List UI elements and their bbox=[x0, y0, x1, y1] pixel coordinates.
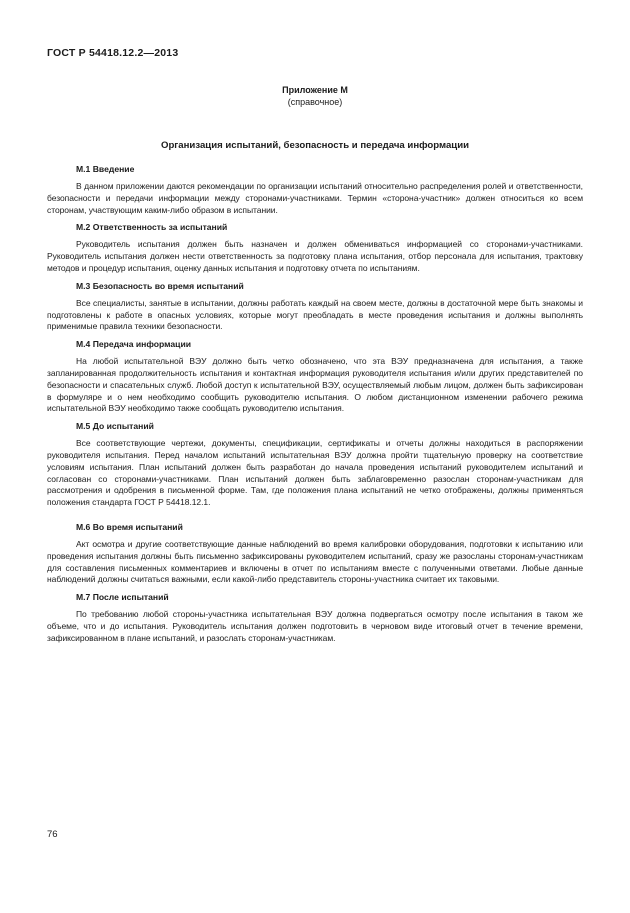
section-heading: М.5 До испытаний bbox=[76, 421, 154, 432]
section-paragraph: Руководитель испытания должен быть назначен и должен обмениваться информацией со сторонами-участниками. Руководитель испытания должен нести ответственность за подготовку плана испытания, отбор персонала для испытания, трактовку методов и процедур испытания, оценку данных испытания и подготовку отчета по испытаниям. bbox=[47, 239, 583, 273]
page-number: 76 bbox=[47, 829, 58, 840]
section-m4 bbox=[47, 339, 583, 415]
section-paragraph: В данном приложении даются рекомендации по организации испытаний относительно распределения ролей и ответственности, безопасности и передачи информации между сторонами-участниками. Термин «сторона-участник» должен относиться ко всем сторонам, участвующим каким-либо образом в испытании. bbox=[47, 181, 583, 215]
section-heading: М.6 Во время испытаний bbox=[76, 521, 183, 532]
section-m3 bbox=[47, 281, 583, 333]
section-paragraph: Все соответствующие чертежи, документы, спецификации, сертификаты и отчеты должны находиться в распоряжении руководителя испытания. Перед началом испытаний испытательная ВЭУ должна пройти тщательную проверку на соответствие условиям испытания. План испытаний должен быть разработан до начала проведения испытаний руководителем испытаний и согласован со сторонами-участниками. План испытаний должен быть заблаговременно разослан сторонам-участникам для рассмотрения и одобрения в письменной форме. Там, где положения плана испытаний не четко отображены, должны применяться положения стандарта ГОСТ Р 54418.12.1. bbox=[47, 438, 583, 508]
section-paragraph: Все специалисты, занятые в испытании, должны работать каждый на своем месте, должны в достаточной мере быть знакомы и подготовлены к работе в опасных условиях, которые могут преобладать в месте проведения испытания и должны выполнять применимые правила техники безопасности. bbox=[47, 297, 583, 332]
section-m6 bbox=[47, 522, 583, 586]
section-heading: М.4 Передача информации bbox=[76, 339, 192, 350]
section-m1 bbox=[47, 164, 583, 216]
annex-label: Приложение М bbox=[282, 85, 348, 95]
section-m7 bbox=[47, 592, 583, 644]
annex-header bbox=[0, 84, 630, 108]
section-heading: М.7 После испытаний bbox=[76, 592, 169, 603]
section-heading: М.2 Ответственность за испытаний bbox=[76, 222, 228, 233]
spacer bbox=[47, 515, 583, 522]
section-m5 bbox=[47, 421, 583, 509]
section-paragraph: Акт осмотра и другие соответствующие данные наблюдений во время калибровки оборудования, подготовки к испытанию или проведения испытания должны быть письменно зафиксированы руководителем испытаний, сразу же разосланы сторонам-участникам для составления письменных комментариев и включены в отчет по испытаниям вместе с полученными ответами. Любые данные наблюдений должны считаться важными, если какой-либо представитель стороны-участника считает их таковыми. bbox=[47, 538, 583, 585]
document-body bbox=[47, 164, 583, 651]
annex-type: (справочное) bbox=[287, 97, 343, 107]
annex-title: Организация испытаний, безопасность и передача информации bbox=[160, 140, 469, 151]
section-m2 bbox=[47, 222, 583, 274]
section-heading: М.3 Безопасность во время испытаний bbox=[76, 280, 244, 291]
section-heading: М.1 Введение bbox=[76, 164, 135, 174]
section-paragraph: По требованию любой стороны-участника испытательная ВЭУ должна подвергаться осмотру после испытания в таком же объеме, что и до испытания. Руководитель испытания должен подготовить в черновом виде итоговый отчет в течение времени, зафиксированном в плане испытаний, и разослать сторонам-участникам. bbox=[47, 609, 583, 643]
document-code: ГОСТ Р 54418.12.2—2013 bbox=[47, 47, 179, 59]
section-paragraph: На любой испытательной ВЭУ должно быть четко обозначено, что эта ВЭУ предназначена для испытания, а также запланированная продолжительность испытания и контактная информация руководителя испытания и/или других представителей по безопасности и спасательных служб. Любой доступ к испытательной ВЭУ, осуществляемый любым лицом, должен быть зафиксирован в формуляре и о нем необходимо сообщить руководителю испытания. О любом дистанционном изменении рабочего режима испытательной ВЭУ необходимо также сообщать руководителю испытания. bbox=[47, 356, 583, 414]
